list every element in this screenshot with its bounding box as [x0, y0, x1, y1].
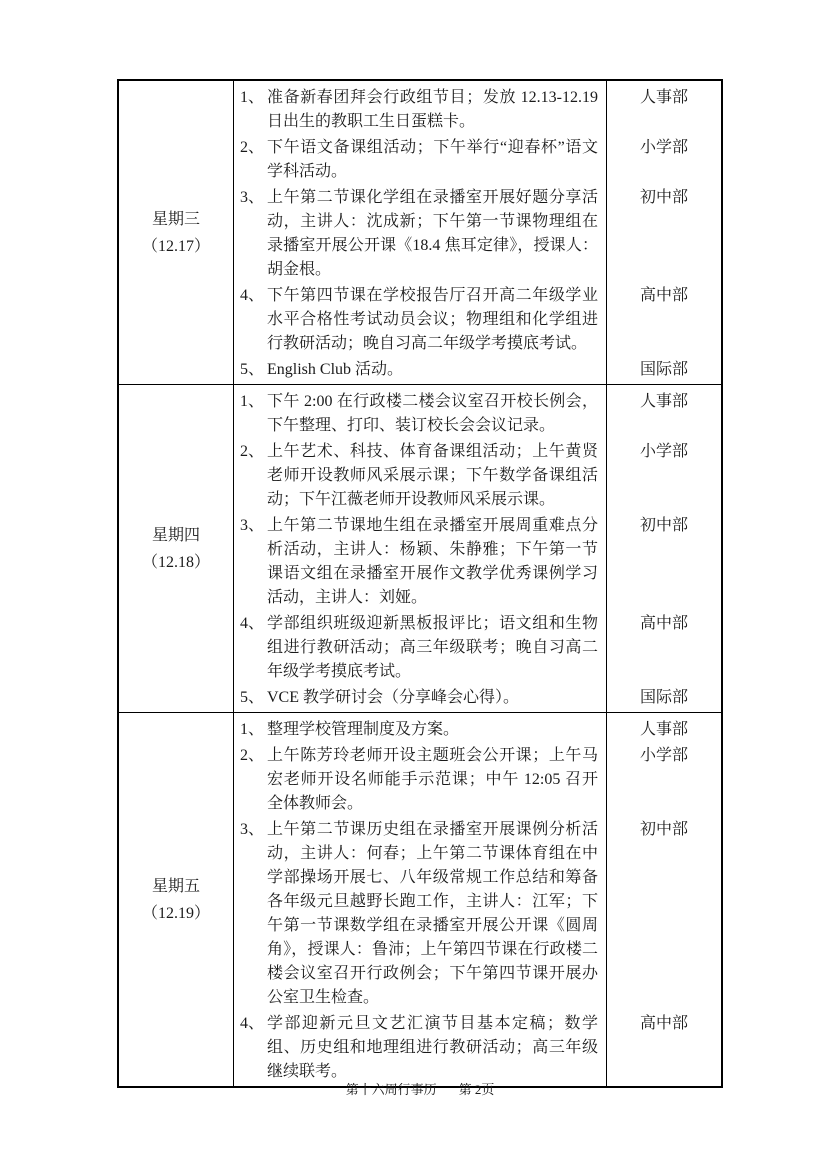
department-cell: 人事部: [606, 81, 721, 136]
item-body: 准备新春团拜会行政组节目；发放 12.13-12.19 日出生的教职工生日蛋糕卡。: [267, 89, 598, 130]
schedule-item: [234, 686, 721, 712]
item-body: 上午陈芳玲老师开设主题班会公开课；上午马宏老师开设名师能手示范课；中午 12:05 召开全体教师会。: [267, 747, 598, 812]
item-body: 上午第二节课地生组在录播室开展周重难点分析活动，主讲人：杨颖、朱静雅；下午第一节课语文组在录播室开展作文教学优秀课例学习活动，主讲人：刘娅。: [267, 517, 598, 606]
item-number: 2、: [240, 747, 265, 764]
item-number: 5、: [240, 689, 265, 706]
item-body: 整理学校管理制度及方案。: [267, 721, 460, 738]
footer-title: 第十六周行事历: [345, 1082, 437, 1097]
item-number: 5、: [240, 361, 265, 378]
schedule-table: [117, 79, 723, 1088]
schedule-item: [234, 1012, 721, 1086]
item-text: [234, 514, 606, 612]
item-body: VCE 教学研讨会（分享峰会心得）。: [267, 689, 520, 706]
item-number: 1、: [240, 89, 265, 106]
footer-page-number: 第 2页: [458, 1082, 495, 1097]
schedule-item: [234, 358, 721, 384]
department-cell: 国际部: [606, 358, 721, 384]
day-cell: [119, 385, 234, 712]
department-cell: 初中部: [606, 818, 721, 1012]
item-text: [234, 385, 606, 440]
item-text: [234, 358, 606, 384]
item-text: [234, 686, 606, 712]
table-section: [119, 712, 721, 1086]
department-cell: 初中部: [606, 514, 721, 612]
day-cell: [119, 81, 234, 384]
department-cell: 人事部: [606, 385, 721, 440]
day-name: 星期五: [151, 877, 200, 895]
item-body: 下午第四节课在学校报告厅召开高二年级学业水平合格性考试动员会议；物理组和化学组进行教研活动；晚自习高二年级学考摸底考试。: [267, 287, 598, 352]
item-text: [234, 186, 606, 284]
department-cell: 高中部: [606, 284, 721, 358]
item-body: 学部迎新元旦文艺汇演节目基本定稿；数学组、历史组和地理组进行教研活动；高三年级继续联考。: [267, 1015, 598, 1080]
item-body: 上午第二节课化学组在录播室开展好题分享活动，主讲人：沈成新；下午第一节课物理组在录播室开展公开课《18.4 焦耳定律》，授课人：胡金根。: [267, 189, 598, 278]
day-name: 星期四: [151, 526, 200, 544]
item-number: 4、: [240, 615, 265, 632]
department-cell: 初中部: [606, 186, 721, 284]
item-text: [234, 136, 606, 186]
item-text: [234, 818, 606, 1012]
item-body: 上午第二节课历史组在录播室开展课例分析活动，主讲人：何春；上午第二节课体育组在中学部操场开展七、八年级常规工作总结和筹备各年级元旦越野长跑工作，主讲人：江军；下午第一节课数学组在录播室开展公开课《圆周角》，授课人：鲁沛；上午第四节课在行政楼二楼会议室召开行政例会；下午第四节课开展办公室卫生检查。: [267, 821, 598, 1006]
schedule-item: [234, 186, 721, 284]
item-text: [234, 284, 606, 358]
day-cell: [119, 713, 234, 1086]
table-section: [119, 384, 721, 712]
item-text: [234, 713, 606, 744]
table-section: [119, 81, 721, 384]
department-cell: 小学部: [606, 744, 721, 818]
item-number: 2、: [240, 443, 265, 460]
item-text: [234, 1012, 606, 1086]
page-footer: [117, 1081, 723, 1099]
schedule-item: [234, 385, 721, 440]
schedule-item: [234, 818, 721, 1012]
item-text: [234, 440, 606, 514]
schedule-item: [234, 440, 721, 514]
item-body: 学部组织班级迎新黑板报评比；语文组和生物组进行教研活动；高三年级联考；晚自习高二年级学考摸底考试。: [267, 615, 598, 680]
items-column: [234, 713, 721, 1086]
item-body: 下午 2:00 在行政楼二楼会议室召开校长例会，下午整理、打印、装订校长会会议记录。: [267, 393, 598, 434]
department-cell: 人事部: [606, 713, 721, 744]
items-column: [234, 385, 721, 712]
department-cell: 国际部: [606, 686, 721, 712]
item-number: 4、: [240, 287, 265, 304]
item-number: 2、: [240, 139, 265, 156]
item-text: [234, 612, 606, 686]
item-number: 3、: [240, 189, 265, 206]
item-number: 1、: [240, 721, 265, 738]
schedule-item: [234, 514, 721, 612]
department-cell: 高中部: [606, 612, 721, 686]
department-cell: 高中部: [606, 1012, 721, 1086]
item-number: 1、: [240, 393, 265, 410]
items-column: [234, 81, 721, 384]
day-date: （12.18）: [141, 553, 210, 571]
day-date: （12.19）: [141, 904, 210, 922]
schedule-item: [234, 713, 721, 744]
item-number: 4、: [240, 1015, 265, 1032]
schedule-item: [234, 612, 721, 686]
item-body: English Club 活动。: [267, 361, 404, 378]
item-number: 3、: [240, 517, 265, 534]
schedule-item: [234, 284, 721, 358]
item-text: [234, 81, 606, 136]
schedule-item: [234, 81, 721, 136]
day-date: （12.17）: [141, 237, 210, 255]
department-cell: 小学部: [606, 136, 721, 186]
item-text: [234, 744, 606, 818]
department-cell: 小学部: [606, 440, 721, 514]
schedule-item: [234, 744, 721, 818]
schedule-item: [234, 136, 721, 186]
item-body: 下午语文备课组活动；下午举行“迎春杯”语文学科活动。: [267, 139, 598, 180]
item-body: 上午艺术、科技、体育备课组活动；上午黄贤老师开设教师风采展示课；下午数学备课组活动；下午江薇老师开设教师风采展示课。: [267, 443, 598, 508]
item-number: 3、: [240, 821, 265, 838]
day-name: 星期三: [151, 210, 200, 228]
